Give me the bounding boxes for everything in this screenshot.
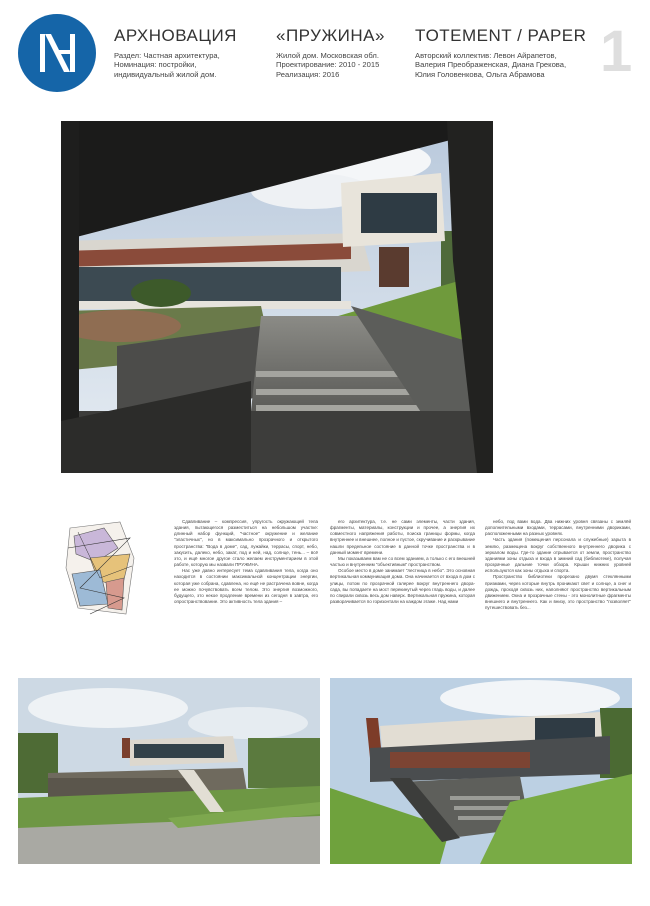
realization-line: Реализация: 2016 — [276, 69, 340, 79]
category-line: индивидуальный жилой дом. — [114, 69, 217, 79]
studio-title: TOTEMENT / PAPER — [415, 26, 587, 45]
paragraph: Пространство библиотеки прорезано двумя стеклянными призмами, через которые внутрь проникают свет и солнце, а снег и дождь, проходя сквозь них, наполняют пространство вертикальным движением. Окна и прозрачные стены - это монолитные фрагменты внешнего и внутреннего. Как и внизу, это пространство "позволяет" путешествовать без... — [485, 574, 631, 611]
header-authors — [415, 26, 597, 79]
main-courtyard-photo — [61, 121, 493, 473]
street-view-photo — [18, 678, 320, 864]
paragraph: Нас уже давно интересует тема сдавливания тела, когда оно находится в состоянии максимальной концентрации энергии, которая уже собрана, сдавлена, но ещё не растрачена вовне, когда ее можно почувствовать всем телом. Это энергия возможного, будущего, это некое продление времени из сегодня в завтра, его опространствование. Это активность тела здания – — [174, 568, 318, 605]
organizer-title: АРХНОВАЦИЯ — [114, 26, 237, 45]
project-title: «ПРУЖИНА» — [276, 26, 385, 45]
nomination-line: Номинация: постройки, — [114, 60, 197, 70]
paragraph: Особое место в доме занимает "лестница в небо". Это основная вертикальная коммуникация дома. Она начинается от входа в дом с улицы, потом по прозрачной галерее вокруг внутреннего двора-сада, вы попадаете на мост перекинутый через гладь воды, и далее по спирали сквозь весь дом наверх. Вертикальная пружина, которая разворачивается по горизонтали на каждом этаже. Над нами — [330, 568, 475, 605]
authors-line-2: Валерия Преображенская, Диана Грекова, — [415, 60, 567, 70]
text-column-1 — [174, 519, 318, 645]
authors-line-3: Юлия Головенкова, Ольга Абрамова — [415, 69, 545, 79]
header-project — [276, 26, 412, 79]
garden-view-photo — [330, 678, 632, 864]
project-type-line: Жилой дом. Московская обл. — [276, 51, 379, 60]
authors-line-1: Авторский коллектив: Левон Айрапетов, — [415, 51, 557, 60]
paragraph: Часть здания (помещения персонала и служебные) зарыта в землю, размещена вокруг собственного внутреннего дворика с зеркалом воды. Где-то здание отрывается от земли, пространство зданиями зоны отдыха и входа в зимний сад (библиотеке), получая прозрачные дальние точки обзора. Крыши нижних уровней используются как зоны отдыха и спорта. — [485, 537, 631, 574]
text-column-3 — [485, 519, 631, 645]
paragraph: его архитектура, т.е. не сами элементы, части здания, фрагменты, материалы, конструкции и прочее, а энергия их совместного напряжения работы, поиска границы формы, когда внутреннее и внешнее, полное и пустое, скручивание и раскрывание нашли предельное состояние в данной точке пространства и в данный момент времени. — [330, 519, 475, 555]
design-years-line: Проектирование: 2010 - 2015 — [276, 60, 380, 70]
concept-sketch — [60, 518, 142, 620]
paragraph: Мы показываем вам не со всем зданием, а только с его внешней частью и внутренним "объективным" пространством. — [330, 555, 475, 568]
logo-mark-icon — [18, 14, 96, 92]
section-line: Раздел: Частная архитектура, — [114, 51, 220, 60]
logo-icon — [18, 14, 96, 92]
text-column-2 — [330, 519, 475, 645]
header-organizer — [114, 26, 254, 79]
page-number: 1 — [600, 19, 633, 84]
paragraph: небо, под вами вода. Два нижних уровня связаны с землёй дополнительными входами, террасами, внутренними двориками, расположенными на разных уровнях. — [485, 519, 631, 537]
paragraph: Сдавливание – компрессия, упругость окружающей тела здания, пытающегося разместиться на небольшом участке: длинный набор функций, "частное" окружение и желание "эластичных", но в максимально прозрачного и открытого пространства: "Вода в доме", сад, лужайки, террасы, спорт, небо, закусить, далеко, небо, закат, под и ней, над, солнце, тень... – всё это, и ещё многое другое стало желаем инструментарием в этой работе, которую мы назвали ПРУЖИНА. — [174, 519, 318, 568]
